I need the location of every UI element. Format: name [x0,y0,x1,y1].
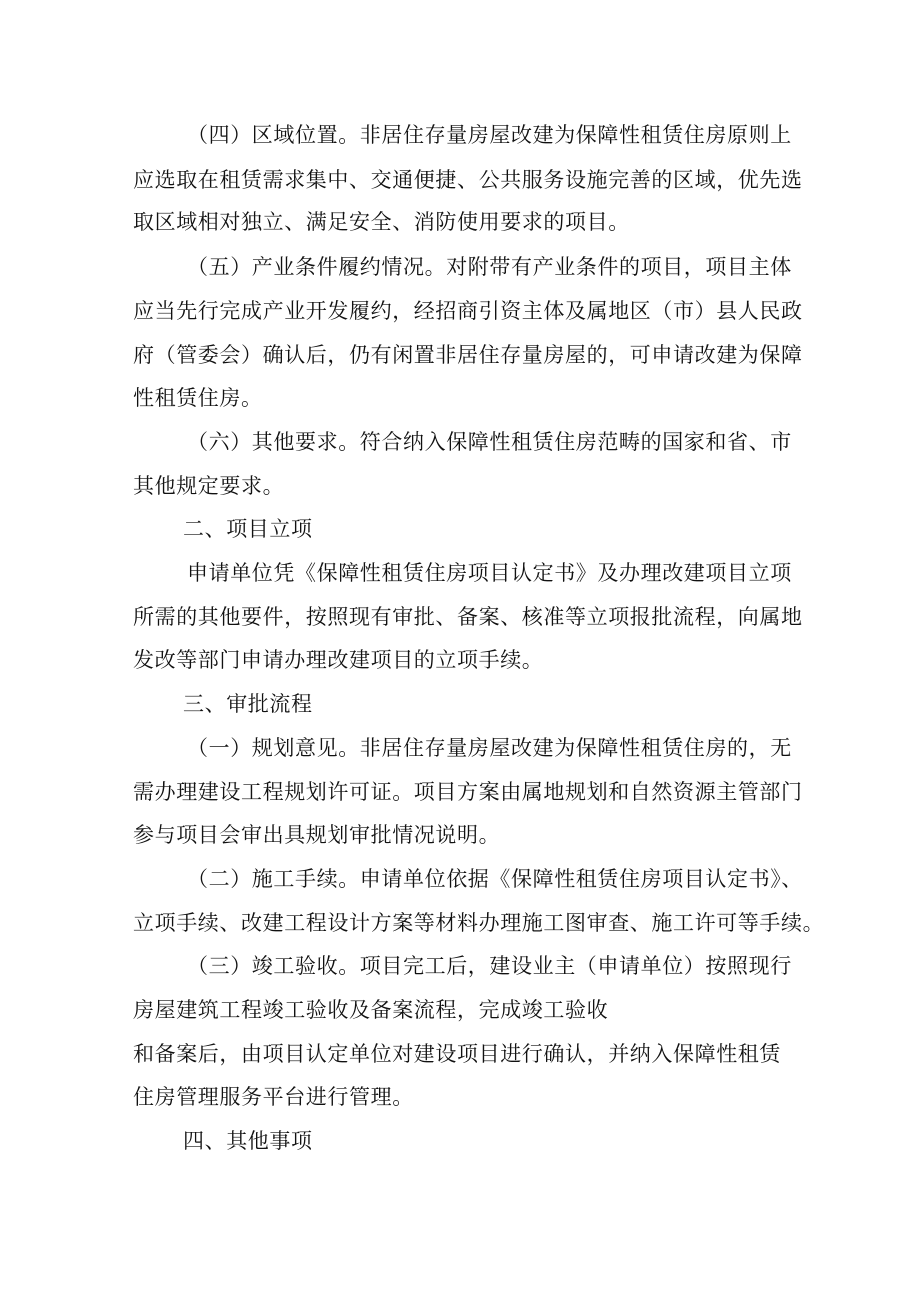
paragraph-line: （四）区域位置。非居住存量房屋改建为保障性租赁住房原则上 [187,123,792,147]
paragraph-line: 参与项目会审出具规划审批情况说明。 [133,823,501,847]
section-heading: 四、其他事项 [183,1129,313,1153]
paragraph-line: 府（管委会）确认后，仍有闲置非居住存量房屋的，可申请改建为保障 [133,343,803,367]
paragraph-line: （二）施工手续。申请单位依据《保障性租赁住房项目认定书》、 [187,867,803,891]
paragraph-line: 申请单位凭《保障性租赁住房项目认定书》及办理改建项目立项 [187,561,792,585]
paragraph-line: 需办理建设工程规划许可证。项目方案由属地规划和自然资源主管部门 [133,780,803,804]
paragraph-line: 性租赁住房。 [133,386,263,410]
paragraph-line: 立项手续、改建工程设计方案等材料办理施工图审查、施工许可等手续。 [133,911,825,935]
paragraph-line: 应选取在租赁需求集中、交通便捷、公共服务设施完善的区域，优先选 [133,168,803,192]
paragraph-line: （六）其他要求。符合纳入保障性租赁住房范畴的国家和省、市 [187,430,792,454]
paragraph-line: 住房管理服务平台进行管理。 [133,1085,414,1109]
paragraph-line: 应当先行完成产业开发履约，经招商引资主体及属地区（市）县人民政 [133,299,803,323]
paragraph-line: 取区域相对独立、满足安全、消防使用要求的项目。 [133,210,630,234]
paragraph-line: （三）竣工验收。项目完工后，建设业主（申请单位）按照现行 [187,954,792,978]
paragraph-line: 房屋建筑工程竣工验收及备案流程，完成竣工验收 [133,998,609,1022]
paragraph-line: （五）产业条件履约情况。对附带有产业条件的项目，项目主体 [187,255,792,279]
section-heading: 二、项目立项 [183,517,313,541]
paragraph-line: 和备案后，由项目认定单位对建设项目进行确认，并纳入保障性租赁 [133,1042,781,1066]
paragraph-line: 所需的其他要件，按照现有审批、备案、核准等立项报批流程，向属地 [133,605,803,629]
section-heading: 三、审批流程 [183,692,313,716]
paragraph-line: 发改等部门申请办理改建项目的立项手续。 [133,648,544,672]
paragraph-line: 其他规定要求。 [133,474,285,498]
paragraph-line: （一）规划意见。非居住存量房屋改建为保障性租赁住房的，无 [187,736,792,760]
